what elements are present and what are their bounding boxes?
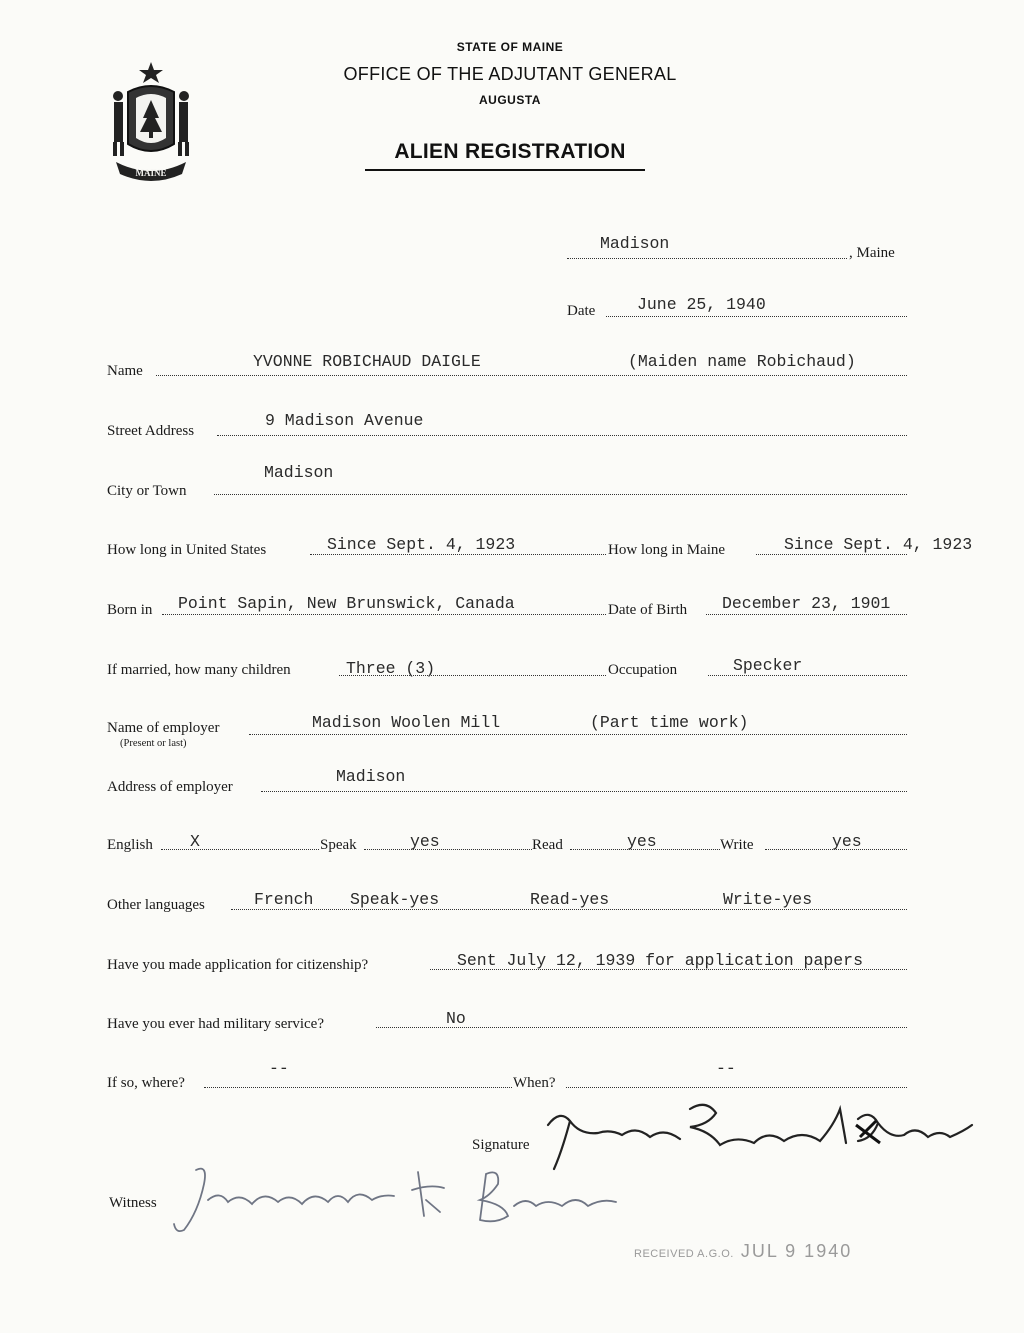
date-of-birth-line <box>706 614 907 615</box>
occupation-label: Occupation <box>608 662 678 678</box>
where-label: If so, where? <box>107 1075 185 1091</box>
occupation-value: Specker <box>733 656 803 675</box>
form-title: ALIEN REGISTRATION <box>394 140 626 163</box>
employer-note-value: (Part time work) <box>590 713 749 732</box>
speak-label: Speak <box>320 837 357 853</box>
other-speak-value: Speak-yes <box>350 890 440 909</box>
children-label: If married, how many children <box>107 662 291 678</box>
street-address-value: 9 Madison Avenue <box>265 411 424 430</box>
children-line <box>339 675 606 676</box>
when-value: -- <box>716 1059 736 1078</box>
speak-value: yes <box>410 832 440 851</box>
date-label: Date <box>567 303 596 319</box>
city-heading: AUGUSTA <box>479 93 541 107</box>
maiden-name-value: (Maiden name Robichaud) <box>628 352 856 371</box>
state-heading: STATE OF MAINE <box>456 40 564 54</box>
title-underline <box>365 169 645 171</box>
read-value: yes <box>627 832 657 851</box>
how-long-maine-value: Since Sept. 4, 1923 <box>784 535 973 554</box>
write-value: yes <box>832 832 862 851</box>
other-languages-label: Other languages <box>107 897 205 913</box>
how-long-us-value: Since Sept. 4, 1923 <box>327 535 516 554</box>
other-write-value: Write-yes <box>723 890 813 909</box>
city-town-line <box>214 494 907 495</box>
other-read-value: Read-yes <box>530 890 610 909</box>
english-label: English <box>107 837 153 853</box>
witness-label: Witness <box>109 1195 157 1211</box>
name-label: Name <box>107 363 143 379</box>
town-value: Madison <box>600 234 670 253</box>
how-long-maine-label: How long in Maine <box>608 542 726 558</box>
other-language-value: French <box>254 890 314 909</box>
maine-label: , Maine <box>849 245 895 261</box>
speak-line <box>364 849 532 850</box>
citizenship-line <box>430 969 907 970</box>
read-label: Read <box>532 837 563 853</box>
english-line <box>161 849 319 850</box>
write-line <box>765 849 907 850</box>
office-heading: OFFICE OF THE ADJUTANT GENERAL <box>343 64 677 84</box>
signature-label: Signature <box>472 1137 530 1153</box>
employer-line <box>249 734 907 735</box>
citizenship-label: Have you made application for citizenship? <box>107 957 369 973</box>
military-value: No <box>446 1009 466 1028</box>
where-value: -- <box>269 1059 289 1078</box>
received-stamp-date: JUL 9 1940 <box>740 1241 853 1261</box>
employer-address-line <box>261 791 907 792</box>
where-line <box>204 1087 512 1088</box>
city-town-value: Madison <box>264 463 334 482</box>
maine-state-seal-icon <box>108 58 194 188</box>
how-long-us-line <box>310 554 606 555</box>
english-value: X <box>190 832 200 851</box>
date-line <box>606 316 907 317</box>
employer-value: Madison Woolen Mill <box>312 713 501 732</box>
city-town-label: City or Town <box>107 483 187 499</box>
born-in-value: Point Sapin, New Brunswick, Canada <box>178 594 515 613</box>
town-line <box>567 258 847 259</box>
name-line <box>156 375 907 376</box>
received-stamp-label: RECEIVED A.G.O. <box>634 1248 734 1260</box>
name-value: YVONNE ROBICHAUD DAIGLE <box>253 352 481 371</box>
svg-text:MAINE: MAINE <box>135 168 167 178</box>
citizenship-value: Sent July 12, 1939 for application papers <box>457 951 863 970</box>
witness-handwriting <box>168 1160 628 1240</box>
date-of-birth-label: Date of Birth <box>608 602 688 618</box>
children-value: Three (3) <box>346 659 436 678</box>
street-address-line <box>217 435 907 436</box>
date-of-birth-value: December 23, 1901 <box>722 594 891 613</box>
other-languages-line <box>231 909 907 910</box>
employer-note-label: (Present or last) <box>120 738 187 749</box>
military-line <box>376 1027 907 1028</box>
occupation-line <box>708 675 907 676</box>
how-long-us-label: How long in United States <box>107 542 267 558</box>
employer-label: Name of employer <box>107 720 220 736</box>
write-label: Write <box>720 837 754 853</box>
received-stamp <box>634 1241 852 1262</box>
when-line <box>566 1087 907 1088</box>
read-line <box>570 849 720 850</box>
employer-address-label: Address of employer <box>107 779 233 795</box>
employer-address-value: Madison <box>336 767 406 786</box>
how-long-maine-line <box>756 554 907 555</box>
when-label: When? <box>513 1075 556 1091</box>
street-address-label: Street Address <box>107 423 195 439</box>
date-value: June 25, 1940 <box>637 295 766 314</box>
born-in-label: Born in <box>107 602 153 618</box>
born-in-line <box>162 614 606 615</box>
military-label: Have you ever had military service? <box>107 1016 324 1032</box>
